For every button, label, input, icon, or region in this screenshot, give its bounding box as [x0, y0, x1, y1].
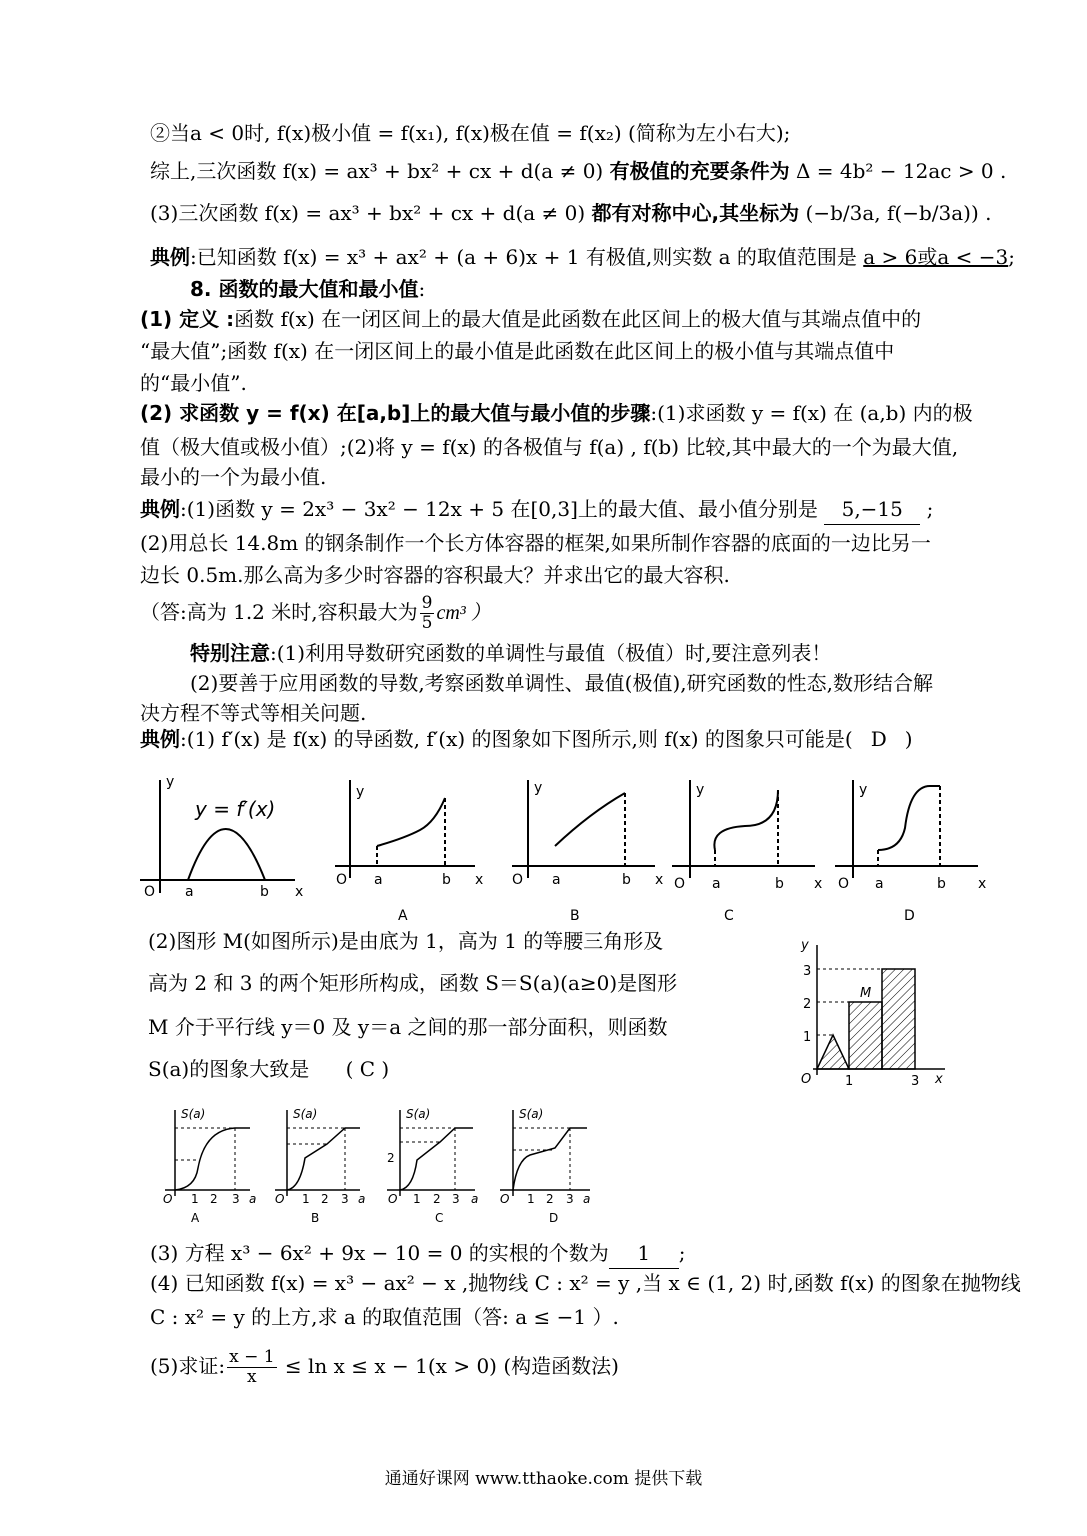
text-line: 边长 0.5m.那么高为多少时容器的容积最大？并求出它的最大容积.	[140, 563, 730, 587]
shape-label: M	[860, 986, 872, 1001]
answer: 5,−15	[824, 494, 920, 525]
tick-label: 3	[803, 964, 812, 979]
text-line	[140, 594, 1000, 633]
text-segment: 函数 f(x) 在一闭区间上的最大值是此函数在此区间上的极大值与其端点值中的	[234, 307, 922, 331]
text-line: 决方程不等式等相关问题.	[140, 701, 367, 725]
text-line	[150, 1342, 1010, 1390]
text-segment: ;	[678, 1241, 686, 1265]
y-label: S(a)	[406, 1107, 431, 1121]
tick-label: 2	[387, 1151, 395, 1165]
derivative-figure	[130, 768, 1000, 933]
text-segment: ;	[920, 497, 934, 521]
answer: ( C )	[345, 1057, 390, 1081]
bold-text: 特别注意	[190, 641, 270, 665]
text-segment: :	[418, 277, 426, 301]
tick-label: 1	[845, 1074, 854, 1089]
text-segment: (3) 方程 x³ − 6x² + 9x − 10 = 0 的实根的个数为	[150, 1241, 609, 1265]
denominator: 5	[421, 613, 433, 633]
origin-label: O	[512, 872, 524, 888]
tick-label: 3	[452, 1192, 460, 1206]
tick-label: 3	[232, 1192, 240, 1206]
text-segment: (−b/3a, f(−b/3a)) .	[799, 201, 992, 225]
text-line	[140, 494, 1000, 525]
y-label: S(a)	[293, 1107, 318, 1121]
derivative-curve	[188, 829, 265, 880]
text-line: (2)用总长 14.8m 的钢条制作一个长方体容器的框架,如果所制作容器的底面的一边比另一	[140, 531, 931, 555]
text-segment: (5)求证:	[150, 1354, 226, 1378]
origin-label: O	[388, 1192, 398, 1206]
text-line: 高为 2 和 3 的两个矩形所构成，函数 S＝S(a)(a≥0)是图形	[148, 971, 678, 995]
answer: 1	[609, 1238, 679, 1269]
option-label: D	[549, 1211, 559, 1225]
x-label: x	[655, 872, 664, 888]
y-label: y	[696, 782, 705, 798]
origin-label: O	[838, 876, 850, 892]
example-label: 典例	[140, 727, 180, 751]
tick-label: 1	[302, 1192, 310, 1206]
fraction	[227, 1348, 276, 1387]
b-label: b	[937, 876, 946, 892]
y-label: y	[859, 782, 868, 798]
tick-label: 2	[321, 1192, 329, 1206]
y-label: y	[356, 784, 365, 800]
tick-label: a	[471, 1192, 479, 1206]
bold-text: (1) 定义 :	[140, 307, 235, 331]
text-line: 的“最小值”.	[140, 371, 247, 395]
option-label: D	[904, 908, 915, 924]
bold-text: (2) 求函数 y = f(x) 在[a,b]上的最大值与最小值的步骤	[140, 401, 651, 425]
numerator: x − 1	[229, 1347, 275, 1367]
text-segment: cm³ ）	[436, 602, 491, 624]
text-line	[150, 242, 1015, 272]
tick-label: 1	[191, 1192, 199, 1206]
text-segment: :(1) f′(x) 是 f(x) 的导函数, f′(x) 的图象如下图所示,则 f(x) 的图象只可能是(	[180, 727, 853, 751]
origin-label: O	[674, 876, 686, 892]
denominator: x	[247, 1367, 257, 1387]
text-segment: (3)三次函数 f(x) = ax³ + bx² + cx + d(a ≠ 0)	[150, 201, 592, 225]
y-label: y	[534, 780, 543, 796]
x-label: x	[978, 876, 987, 892]
answer: a > 6或a < −3	[863, 245, 1009, 269]
text-line: M 介于平行线 y＝0 及 y＝a 之间的那一部分面积，则函数	[148, 1015, 668, 1039]
text-segment: 综上,三次函数 f(x) = ax³ + bx² + cx + d(a ≠ 0)	[150, 159, 610, 183]
x-label: x	[935, 1072, 943, 1087]
b-label: b	[775, 876, 784, 892]
text-line	[148, 1054, 748, 1084]
tick-label: a	[583, 1192, 591, 1206]
text-line	[150, 198, 1010, 228]
option-label: A	[191, 1211, 200, 1225]
bold-text: 有极值的充要条件为	[609, 159, 790, 183]
text-segment: ;	[1008, 245, 1015, 269]
text-line	[150, 156, 1010, 186]
origin-label: O	[801, 1072, 812, 1087]
option-label: C	[435, 1211, 444, 1225]
origin-label: O	[144, 884, 156, 900]
text-segment: :(1)函数 y = 2x³ − 3x² − 12x + 5 在[0,3]上的最大值、最小值分别是	[180, 497, 825, 521]
heading-text: 8. 函数的最大值和最小值	[190, 277, 419, 301]
b-label: b	[622, 872, 631, 888]
x-label: x	[475, 872, 484, 888]
b-label: b	[442, 872, 451, 888]
tick-label: 1	[413, 1192, 421, 1206]
rectangle	[882, 969, 915, 1069]
option-c-curve	[714, 790, 778, 850]
tick-label: a	[358, 1192, 366, 1206]
triangle	[817, 1035, 849, 1069]
tick-label: 2	[433, 1192, 441, 1206]
option-a-curve	[175, 1128, 250, 1190]
x-label: x	[814, 876, 823, 892]
fraction	[420, 594, 435, 633]
text-line	[190, 638, 1050, 668]
shape-m-figure	[785, 935, 950, 1095]
tick-label: a	[249, 1192, 257, 1206]
tick-label: 2	[803, 997, 812, 1012]
text-segment: :已知函数 f(x) = x³ + ax² + (a + 6)x + 1 有极值,则实数 a 的取值范围是	[190, 245, 864, 269]
option-label: B	[570, 908, 580, 924]
example-label: 典例	[150, 245, 190, 269]
text-segment: S(a)的图象大致是	[148, 1057, 310, 1081]
a-label: a	[875, 876, 884, 892]
text-segment: )	[904, 727, 913, 751]
text-line: (2)图形 M(如图所示)是由底为 1，高为 1 的等腰三角形及	[148, 929, 664, 953]
option-a-curve	[377, 798, 445, 846]
option-b-curve	[555, 793, 625, 846]
option-d-curve	[878, 786, 940, 850]
origin-label: O	[500, 1192, 510, 1206]
y-label: y	[801, 938, 809, 953]
tick-label: 1	[527, 1192, 535, 1206]
origin-label: O	[163, 1192, 173, 1206]
text-line: “最大值”;函数 f(x) 在一闭区间上的最小值是此函数在此区间上的极小值与其端点值中	[140, 339, 895, 363]
tick-label: 2	[546, 1192, 554, 1206]
footer: 通通好课网 www.tthaoke.com 提供下载	[384, 1469, 703, 1489]
text-line	[140, 398, 1000, 428]
a-label: a	[712, 876, 721, 892]
text-line: ②当a < 0时, f(x)极小值 = f(x₁), f(x)极在值 = f(x₂) (简称为左小右大);	[150, 121, 791, 145]
b-label: b	[260, 884, 269, 900]
text-line	[140, 304, 1000, 334]
x-label: x	[295, 884, 304, 900]
tick-label: 3	[911, 1074, 920, 1089]
area-function-figure	[155, 1100, 615, 1230]
origin-label: O	[275, 1192, 285, 1206]
text-line	[150, 1238, 1010, 1269]
text-segment: :(1)求函数 y = f(x) 在 (a,b) 内的极	[650, 401, 973, 425]
text-segment: （答:高为 1.2 米时,容积最大为	[140, 600, 418, 624]
tick-label: 3	[566, 1192, 574, 1206]
tick-label: 1	[803, 1030, 812, 1045]
text-segment: ≤ ln x ≤ x − 1(x > 0) (构造函数法)	[278, 1354, 619, 1378]
option-label: C	[724, 908, 734, 924]
text-segment: Δ = 4b² − 12ac > 0 .	[789, 159, 1007, 183]
origin-label: O	[336, 872, 348, 888]
y-label: y	[166, 774, 175, 790]
tick-label: 2	[210, 1192, 218, 1206]
a-label: a	[374, 872, 383, 888]
text-line: (4) 已知函数 f(x) = x³ − ax² − x ,抛物线 C : x² = y ,当 x ∈ (1, 2) 时,函数 f(x) 的图象在抛物线	[150, 1271, 1021, 1295]
option-label: A	[398, 908, 408, 924]
y-label: S(a)	[519, 1107, 544, 1121]
text-segment: :(1)利用导数研究函数的单调性与最值（极值）时,要注意列表！	[270, 641, 832, 665]
text-line: C : x² = y 的上方,求 a 的取值范围（答: a ≤ −1 ）.	[150, 1305, 619, 1329]
text-line: (2)要善于应用函数的导数,考察函数单调性、最值(极值),研究函数的性态,数形结合解	[190, 671, 934, 695]
y-label: S(a)	[181, 1107, 206, 1121]
numerator: 9	[421, 593, 433, 613]
option-label: B	[311, 1211, 320, 1225]
section-heading	[190, 274, 1050, 304]
option-d-curve	[513, 1128, 587, 1190]
text-line: 最小的一个为最小值.	[140, 465, 327, 489]
rectangle	[849, 1002, 882, 1069]
bold-text: 都有对称中心,其坐标为	[591, 201, 800, 225]
option-b-curve	[287, 1128, 360, 1190]
text-line	[140, 724, 1000, 754]
example-label: 典例	[140, 497, 180, 521]
option-c-curve	[400, 1128, 473, 1190]
a-label: a	[185, 884, 194, 900]
tick-label: 3	[341, 1192, 349, 1206]
a-label: a	[552, 872, 561, 888]
derivative-label: y = f′(x)	[195, 797, 276, 821]
text-line: 值（极大值或极小值）;(2)将 y = f(x) 的各极值与 f(a) , f(b) 比较,其中最大的一个为最大值,	[140, 435, 959, 459]
answer: D	[870, 727, 887, 751]
